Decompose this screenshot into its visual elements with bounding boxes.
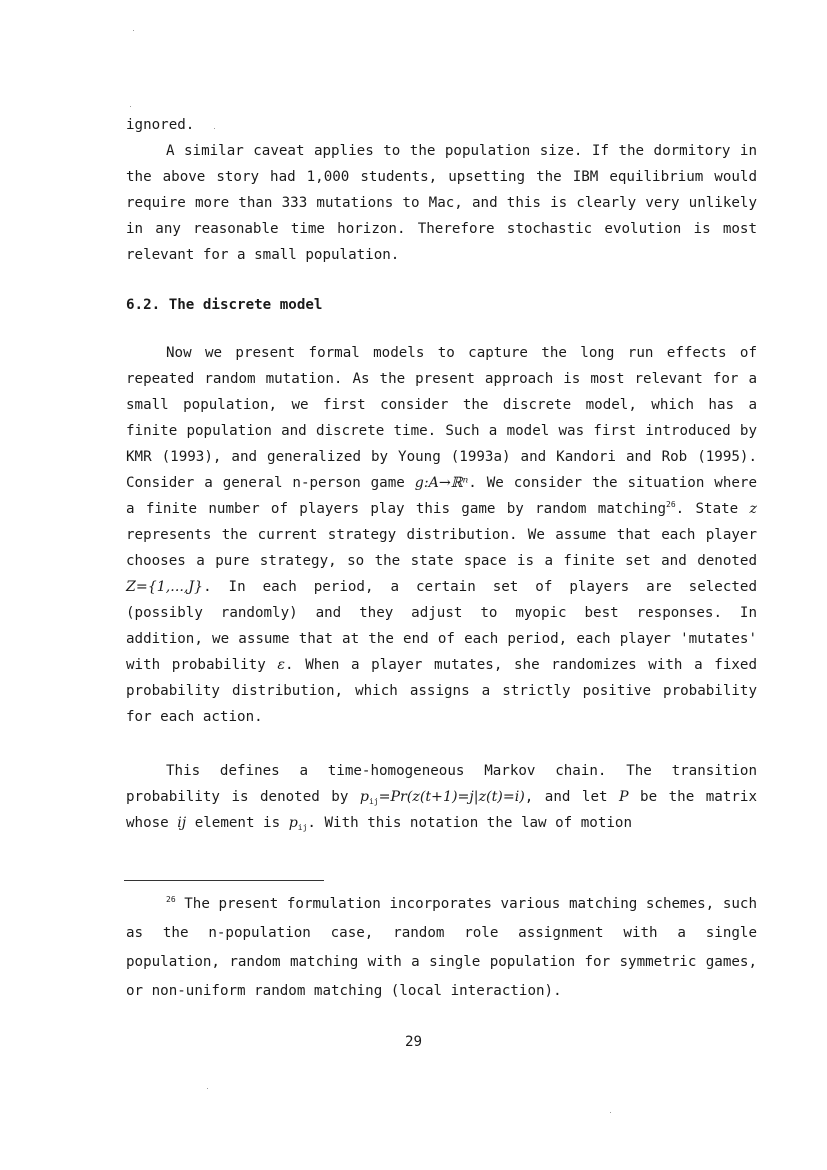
paragraph-population-caveat: A similar caveat applies to the population size. If the dormitory in the above story had 1,000 students, upsetting the IBM equilibrium would require more than 333 mutations to Mac, and this is clearly very unlikely in any reasonable time horizon. Therefore stochastic evolution is most relevant for a small population. (126, 143, 757, 263)
text-run: . State (675, 501, 750, 517)
text-run: This defines a time-homogeneous Markov chain. The transition probability is denoted by (126, 763, 757, 805)
math-state-space: Z={1,...,J} (126, 579, 204, 595)
paragraph-markov-chain (126, 758, 757, 836)
math-state-z: z (749, 501, 757, 517)
math-epsilon: ε (277, 657, 286, 673)
math-game-notation: g:A→ℝⁿ (414, 475, 469, 491)
text-run: . With this notation the law of motion (307, 815, 633, 831)
footnote-text: The present formulation incorporates various matching schemes, such as the n-population case, random role assignment with a single population, random matching with a single population for symmetric games, or non-uniform random matching (local interaction). (126, 896, 757, 999)
math-p: p (288, 815, 298, 831)
text-run: . When a player mutates, she randomizes with a fixed probability distribution, which assigns a strictly positive probability for each action. (126, 657, 757, 725)
scan-speck (130, 106, 131, 107)
text-run: , and let (524, 789, 620, 805)
math-subscript: ij (297, 823, 308, 832)
footnote-mark: 26 (166, 895, 176, 904)
page-number: 29 (404, 1034, 423, 1050)
section-heading: 6.2. The discrete model (126, 297, 323, 313)
text-run: . We consider the situation where a finite number of players play this game by random matching (126, 475, 758, 517)
footnote-divider (124, 880, 324, 881)
text-run: be the matrix whose (126, 789, 757, 831)
text-run: . In each period, a certain set of players are selected (possibly randomly) and they adjust to myopic best responses. In addition, we assume that at the end of each period, each player 'mutates' with probability (126, 579, 757, 673)
text-run: represents the current strategy distribution. We assume that each player chooses a pure strategy, so the state space is a finite set and denoted (126, 527, 757, 569)
math-ij: ij (177, 815, 187, 831)
footnote (126, 890, 757, 1006)
text-run: Now we present formal models to capture the long run effects of repeated random mutation. As the present approach is most relevant for a small population, we first consider the discrete model, which has a finite population and discrete time. Such a model was first introduced by KMR (1993), and generalized by Young (1993a) and Kandori and Rob (1995). Consider a general n-person game (126, 345, 757, 491)
footnote-reference[interactable]: 26 (666, 500, 676, 509)
math-subscript: ij (368, 797, 379, 806)
paragraph-discrete-model (126, 340, 757, 730)
paragraph-continuation: ignored. (126, 117, 195, 133)
math-p: p (359, 789, 369, 805)
math-transition-probability: =Pr(z(t+1)=j|z(t)=i) (378, 789, 525, 805)
math-matrix-p: P (619, 789, 629, 805)
scan-speck (610, 1112, 611, 1113)
scan-speck (133, 30, 134, 31)
text-run: element is (186, 815, 289, 831)
scan-speck (207, 1088, 208, 1089)
